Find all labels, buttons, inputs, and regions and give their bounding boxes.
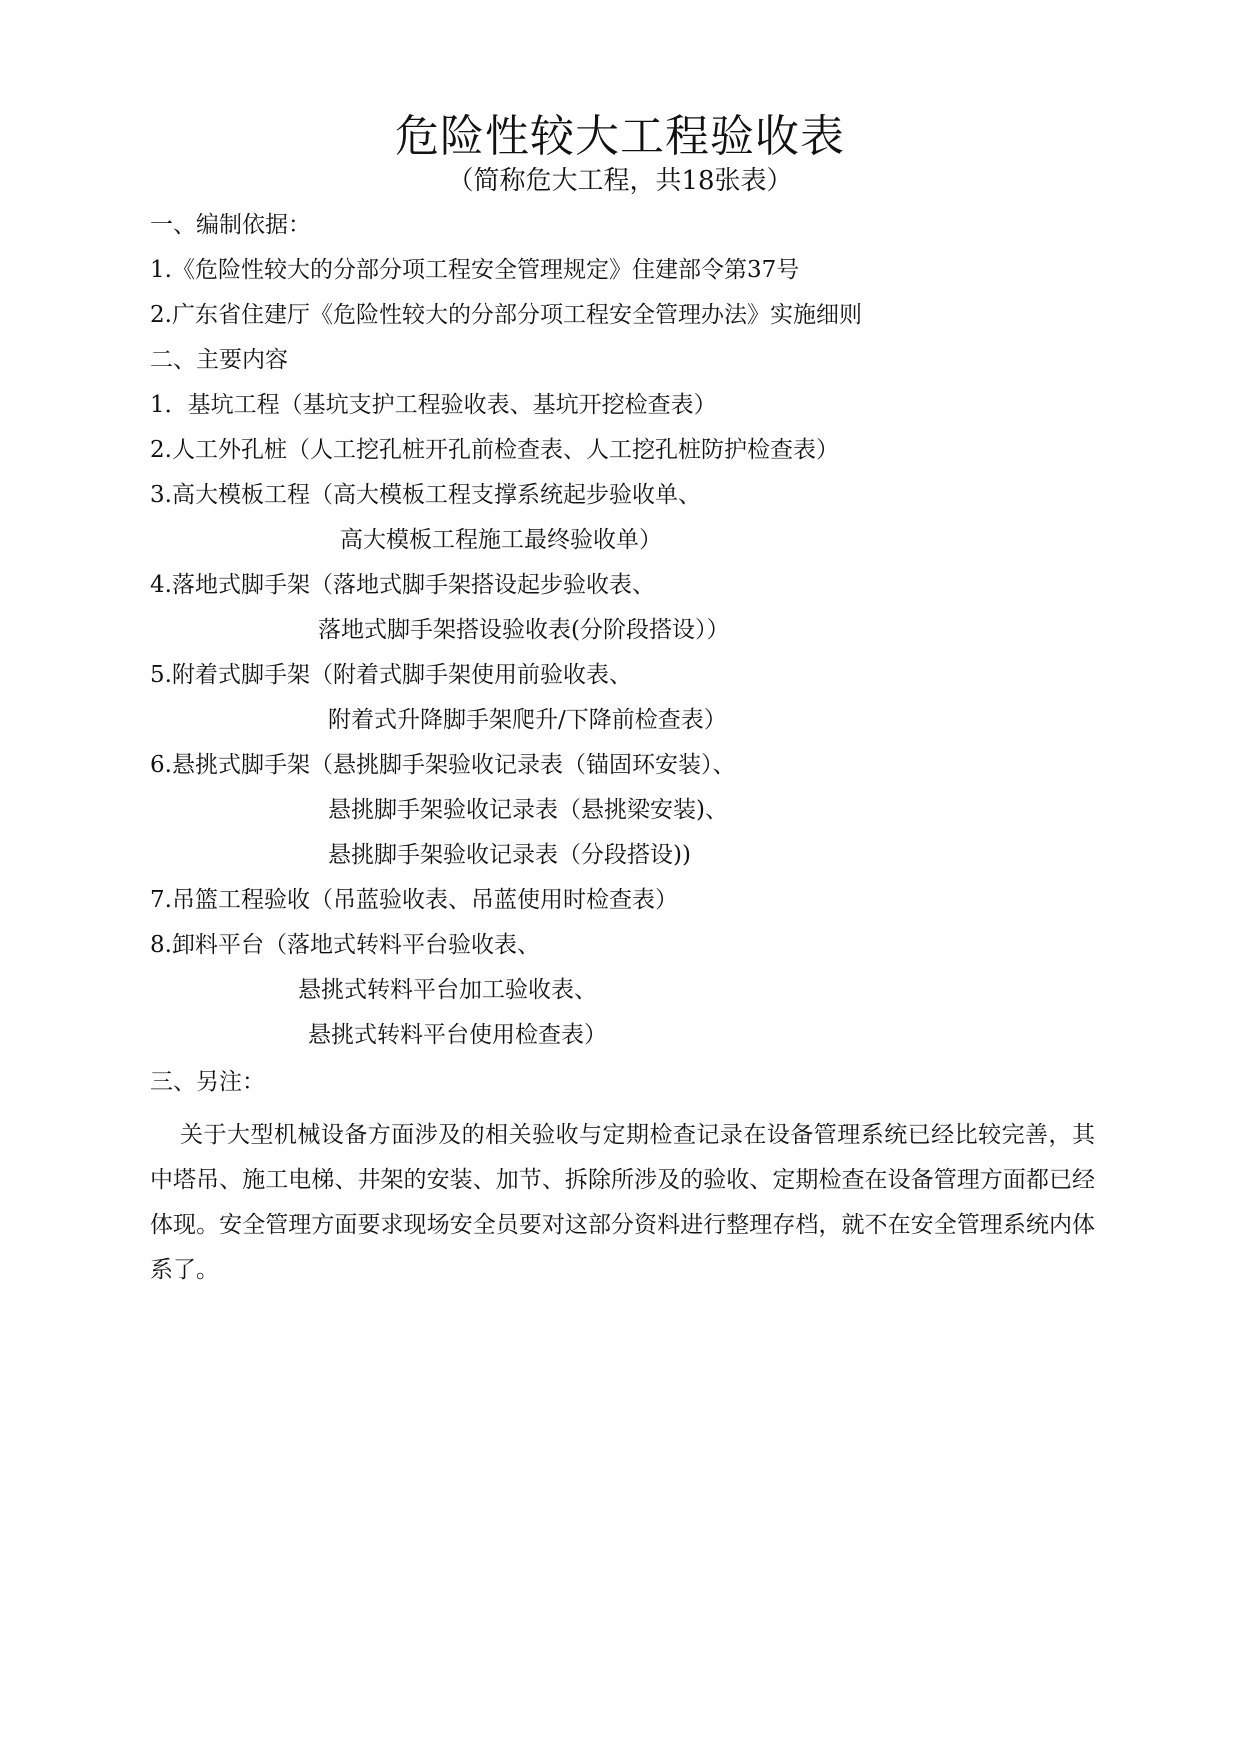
content-heading: 二、主要内容: [150, 347, 288, 373]
notes-paragraph: 关于大型机械设备方面涉及的相关验收与定期检查记录在设备管理系统已经比较完善，其中塔吊、施工电梯、井架的安装、加节、拆除所涉及的验收、定期检查在设备管理方面都已经体现。安全管理方面要求现场安全员要对这部分资料进行整理存档，就不在安全管理系统内体系了。: [150, 1122, 1095, 1283]
basis-item: 2.广东省住建厅《危险性较大的分部分项工程安全管理办法》实施细则: [150, 302, 862, 328]
content-line: 7.吊篮工程验收（吊蓝验收表、吊蓝使用时检查表）: [150, 887, 678, 913]
content-line-continued: 悬挑式转料平台使用检查表）: [308, 1022, 607, 1048]
content-line: 3.高大模板工程（高大模板工程支撑系统起步验收单、: [150, 482, 701, 508]
content-line: 6.悬挑式脚手架（悬挑脚手架验收记录表（锚固环安装）、: [150, 752, 736, 778]
document-title: 危险性较大工程验收表: [395, 111, 845, 162]
content-line-continued: 悬挑脚手架验收记录表（分段搭设)): [328, 842, 691, 868]
notes-heading: 三、另注：: [150, 1069, 265, 1095]
content-line: 1．基坑工程（基坑支护工程验收表、基坑开挖检查表）: [150, 392, 717, 418]
content-line-continued: 悬挑式转料平台加工验收表、: [298, 977, 597, 1003]
content-line: 2.人工外孔桩（人工挖孔桩开孔前检查表、人工挖孔桩防护检查表）: [150, 437, 839, 463]
content-line: 8.卸料平台（落地式转料平台验收表、: [150, 932, 540, 958]
content-line: 5.附着式脚手架（附着式脚手架使用前验收表、: [150, 662, 632, 688]
content-line: 4.落地式脚手架（落地式脚手架搭设起步验收表、: [150, 572, 655, 598]
basis-heading: 一、编制依据：: [150, 212, 311, 238]
content-line-continued: 悬挑脚手架验收记录表（悬挑梁安装)、: [328, 797, 728, 823]
document-subtitle: （简称危大工程，共18张表）: [447, 166, 793, 196]
basis-item: 1.《危险性较大的分部分项工程安全管理规定》住建部令第37号: [150, 257, 800, 283]
content-line-continued: 落地式脚手架搭设验收表(分阶段搭设））: [318, 617, 730, 643]
content-line-continued: 附着式升降脚手架爬升/下降前检查表）: [328, 707, 727, 733]
content-line-continued: 高大模板工程施工最终验收单）: [340, 527, 662, 553]
